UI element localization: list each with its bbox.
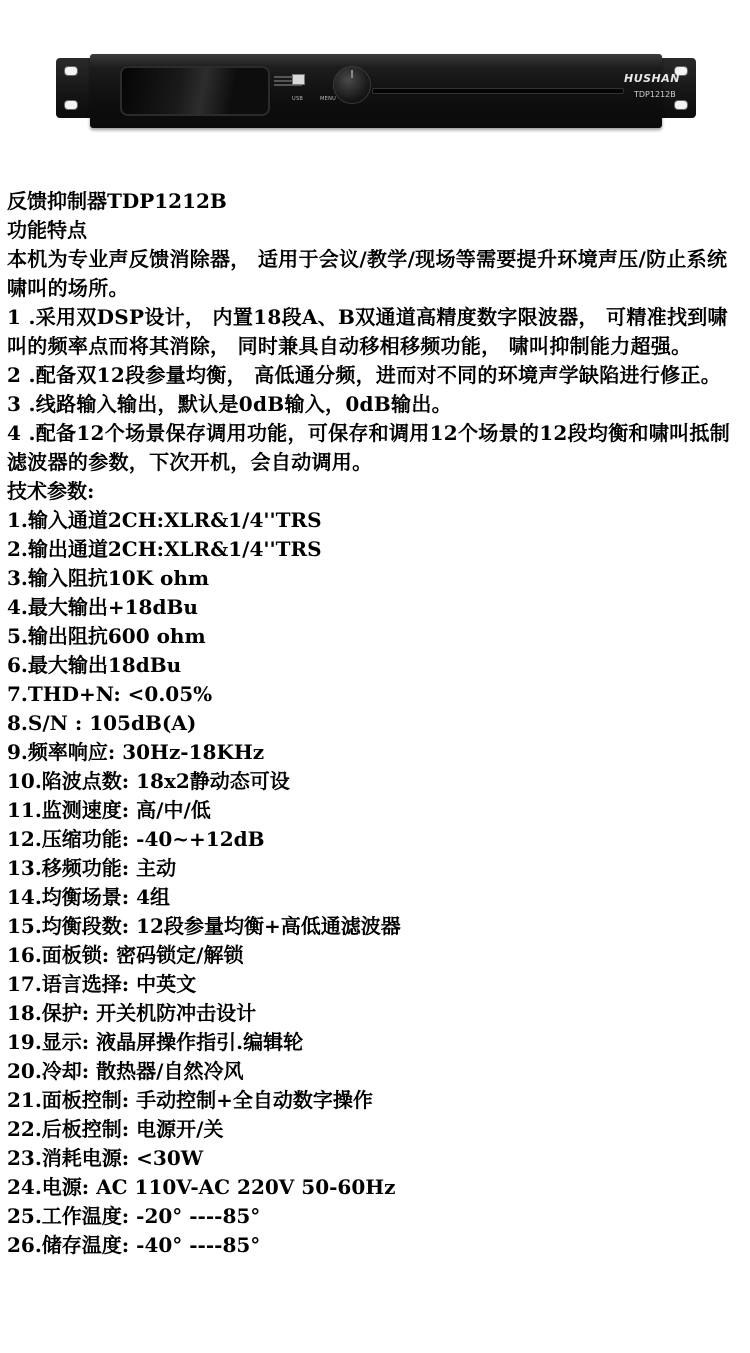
- spec-item: 3.输入阻抗10K ohm: [7, 566, 210, 590]
- feature-item: 1 .采用双DSP设计， 内置18段A、B双通道高精度数字限波器， 可精准找到啸叫的频率点而将其消除， 同时兼具自动移相移频功能， 啸叫抑制能力超强。: [7, 305, 728, 358]
- mount-hole: [64, 66, 78, 76]
- spec-item: 10.陷波点数: 18x2静动态可设: [7, 769, 290, 793]
- spec-item: 7.THD+N: <0.05%: [7, 682, 213, 706]
- description: [7, 187, 745, 1260]
- spec-item: 23.消耗电源: <30W: [7, 1146, 204, 1170]
- spec-item: 18.保护: 开关机防冲击设计: [7, 1001, 257, 1025]
- spec-item: 21.面板控制: 手动控制+全自动数字操作: [7, 1088, 373, 1112]
- spec-item: 12.压缩功能: -40~+12dB: [7, 827, 265, 851]
- usb-label: USB: [292, 96, 304, 102]
- brand-logo: HUSHAN: [624, 72, 680, 85]
- spec-item: 11.监测速度: 高/中/低: [7, 798, 211, 822]
- spec-item: 4.最大输出+18dBu: [7, 595, 198, 619]
- spec-item: 6.最大输出18dBu: [7, 653, 182, 677]
- spec-item: 15.均衡段数: 12段参量均衡+高低通滤波器: [7, 914, 401, 938]
- spec-item: 24.电源: AC 110V-AC 220V 50-60Hz: [7, 1175, 396, 1199]
- product-title: 反馈抑制器TDP1212B: [7, 189, 227, 213]
- spec-item: 13.移频功能: 主动: [7, 856, 177, 880]
- usb-port-icon: [292, 74, 305, 85]
- menu-label: MENU: [320, 96, 337, 102]
- lcd-display: [120, 66, 270, 116]
- panel-slot: [372, 88, 624, 94]
- spec-item: 20.冷却: 散热器/自然冷风: [7, 1059, 244, 1083]
- feature-item: 4 .配备12个场景保存调用功能，可保存和调用12个场景的12段均衡和啸叫抵制滤波器的参数，下次开机，会自动调用。: [7, 421, 731, 474]
- mount-hole: [674, 100, 688, 110]
- spec-item: 14.均衡场景: 4组: [7, 885, 171, 909]
- feature-item: 3 .线路输入输出，默认是0dB输入，0dB输出。: [7, 392, 452, 416]
- spec-item: 8.S/N : 105dB(A): [7, 711, 197, 735]
- spec-item: 25.工作温度: -20° ----85°: [7, 1204, 261, 1228]
- spec-item: 22.后板控制: 电源开/关: [7, 1117, 224, 1141]
- spec-item: 19.显示: 液晶屏操作指引.编辑轮: [7, 1030, 304, 1054]
- front-panel: [90, 54, 680, 128]
- product-image: [0, 0, 750, 190]
- spec-item: 17.语言选择: 中英文: [7, 972, 197, 996]
- spec-item: 2.输出通道2CH:XLR&1/4''TRS: [7, 537, 322, 561]
- model-label: TDP1212B: [634, 90, 676, 99]
- specs-heading: 技术参数:: [7, 479, 95, 503]
- mount-hole: [64, 100, 78, 110]
- spec-item: 9.频率响应: 30Hz-18KHz: [7, 740, 265, 764]
- spec-item: 5.输出阻抗600 ohm: [7, 624, 206, 648]
- spec-item: 26.储存温度: -40° ----85°: [7, 1233, 261, 1257]
- spec-item: 16.面板锁: 密码锁定/解锁: [7, 943, 244, 967]
- menu-knob: [333, 66, 371, 104]
- spec-item: 1.输入通道2CH:XLR&1/4''TRS: [7, 508, 322, 532]
- intro-text: 本机为专业声反馈消除器， 适用于会议/教学/现场等需要提升环境声压/防止系统啸叫的场所。: [7, 247, 728, 300]
- specs-list: [7, 506, 745, 1260]
- rack-device: [56, 54, 696, 128]
- feature-item: 2 .配备双12段参量均衡， 高低通分频，进而对不同的环境声学缺陷进行修正。: [7, 363, 722, 387]
- features-heading: 功能特点: [7, 218, 87, 242]
